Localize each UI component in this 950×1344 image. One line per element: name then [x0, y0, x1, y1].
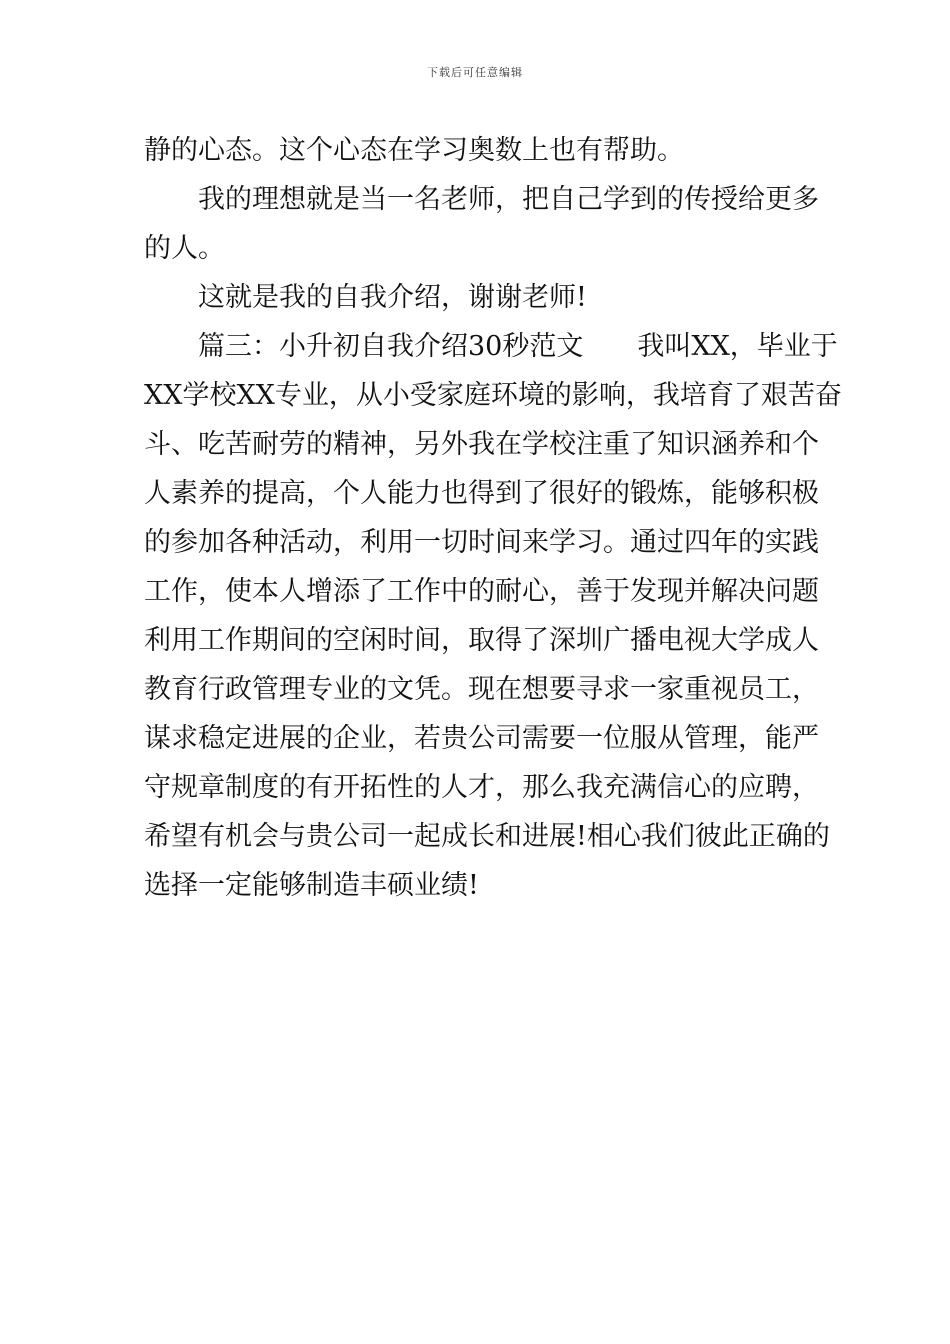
- text-line: 我的理想就是当一名老师，把自己学到的传授给更多: [198, 184, 819, 215]
- text-line: 工作，使本人增添了工作中的耐心，善于发现并解决问题: [144, 576, 819, 607]
- page-header: 下载后可任意编辑: [427, 66, 523, 79]
- text-line: 的参加各种活动，利用一切时间来学习。通过四年的实践: [144, 527, 819, 558]
- text-line: 利用工作期间的空闲时间，取得了深圳广播电视大学成人: [144, 625, 819, 656]
- document-body: [144, 126, 842, 910]
- text-run: 我叫XX，毕业于: [637, 331, 838, 362]
- text-line: 谋求稳定进展的企业，若贵公司需要一位服从管理，能严: [144, 723, 819, 754]
- text-line: 斗、吃苦耐劳的精神，另外我在学校注重了知识涵养和个: [144, 429, 819, 460]
- section-title-line: [144, 322, 838, 371]
- text-line: 希望有机会与贵公司一起成长和进展!相心我们彼此正确的: [144, 821, 830, 852]
- text-line: 的人。: [144, 233, 225, 264]
- text-line: 人素养的提高，个人能力也得到了很好的锻炼，能够积极: [144, 478, 819, 509]
- text-line: 这就是我的自我介绍，谢谢老师!: [198, 282, 587, 313]
- text-line: 教育行政管理专业的文凭。现在想要寻求一家重视员工，: [144, 674, 819, 705]
- text-line: 静的心态。这个心态在学习奥数上也有帮助。: [144, 135, 684, 166]
- text-line: 守规章制度的有开拓性的人才，那么我充满信心的应聘，: [144, 772, 819, 803]
- text-line: 选择一定能够制造丰硕业绩!: [144, 870, 479, 901]
- text-line: XX学校XX专业，从小受家庭环境的影响，我培育了艰苦奋: [144, 380, 842, 411]
- section-title: 篇三：小升初自我介绍30秒范文: [198, 331, 584, 362]
